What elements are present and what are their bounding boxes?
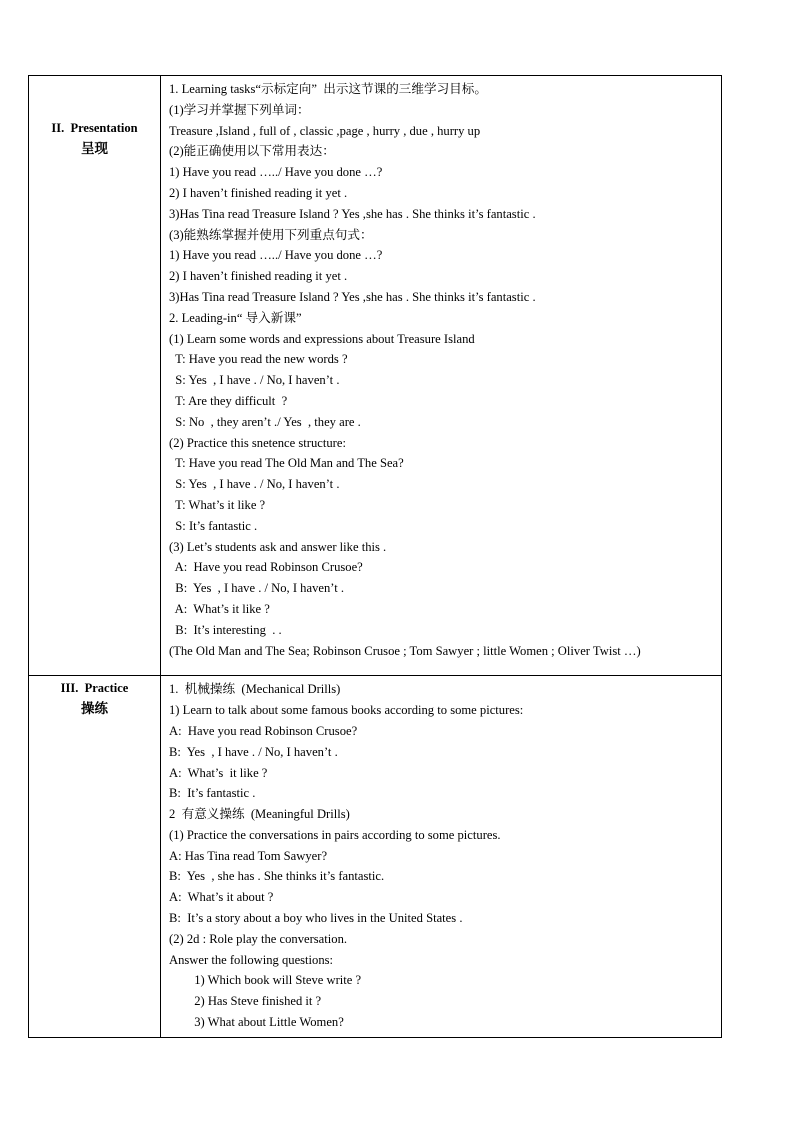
content-line: 1) Have you read …../ Have you done …? xyxy=(169,248,383,263)
content-line: T: Have you read the new words ? xyxy=(169,352,348,367)
content-line: 3) What about Little Women? xyxy=(169,1015,344,1030)
content-line: B: Yes , I have . / No, I haven’t . xyxy=(169,744,338,759)
content-line: Treasure ,Island , full of , classic ,page , hurry , due , hurry up xyxy=(169,123,481,138)
presentation-title: II. Presentation xyxy=(51,121,138,135)
content-line: 1) Have you read …../ Have you done …? xyxy=(169,165,383,180)
content-line: (2)能正确使用以下常用表达： xyxy=(169,144,335,159)
content-line: A: Have you read Robinson Crusoe? xyxy=(169,723,358,738)
content-line: 3)Has Tina read Treasure Island ? Yes ,she has . She thinks it’s fantastic . xyxy=(169,289,536,304)
practice-content-cell xyxy=(161,676,722,1038)
content-line: (1)学习并掌握下列单词： xyxy=(169,102,310,117)
content-line: (1) Learn some words and expressions about Treasure Island xyxy=(169,331,475,346)
presentation-label-cell xyxy=(29,76,161,676)
content-line: B: It’s fantastic . xyxy=(169,786,256,801)
content-line: (1) Practice the conversations in pairs according to some pictures. xyxy=(169,827,501,842)
content-line: 2) Has Steve finished it ? xyxy=(169,994,322,1009)
content-line: A: What’s it like ? xyxy=(169,765,268,780)
content-line: A: Has Tina read Tom Sawyer? xyxy=(169,848,328,863)
content-line: S: Yes , I have . / No, I haven’t . xyxy=(169,477,340,492)
content-line: (2) 2d : Role play the conversation. xyxy=(169,931,348,946)
presentation-title-cn: 呈现 xyxy=(81,141,108,157)
content-line: S: No , they aren’t ./ Yes , they are . xyxy=(169,414,361,429)
practice-label-cell xyxy=(29,676,161,1038)
practice-title: III. Practice xyxy=(60,681,129,696)
practice-row xyxy=(29,676,722,1038)
content-line: T: Have you read The Old Man and The Sea? xyxy=(169,456,404,471)
content-line: 1. 机械操练 (Mechanical Drills) xyxy=(169,682,341,697)
content-line: S: Yes , I have . / No, I haven’t . xyxy=(169,373,340,388)
content-line: (3)能熟练掌握并使用下列重点句式： xyxy=(169,227,373,242)
presentation-content-cell xyxy=(161,76,722,676)
presentation-row xyxy=(29,76,722,676)
content-line: (The Old Man and The Sea; Robinson Crusoe ; Tom Sawyer ; little Women ; Oliver Twist …) xyxy=(169,643,641,658)
content-line: 2 有意义操练 (Meaningful Drills) xyxy=(169,807,350,822)
content-line: A: What’s it about ? xyxy=(169,890,274,905)
content-line: S: It’s fantastic . xyxy=(169,518,258,533)
content-line: B: Yes , I have . / No, I haven’t . xyxy=(169,581,345,596)
content-line: 1. Learning tasks“示标定向” 出示这节课的三维学习目标。 xyxy=(169,82,487,96)
content-line: 1) Learn to talk about some famous books according to some pictures: xyxy=(169,703,524,718)
presentation-lines xyxy=(169,79,721,661)
content-line: 1) Which book will Steve write ? xyxy=(169,973,362,988)
content-line: Answer the following questions: xyxy=(169,952,334,967)
content-line: B: Yes , she has . She thinks it’s fantastic. xyxy=(169,869,385,884)
content-line: 2) I haven’t finished reading it yet . xyxy=(169,185,348,200)
practice-lines xyxy=(169,679,721,1033)
content-line: T: Are they difficult ? xyxy=(169,393,288,408)
content-line: B: It’s interesting . . xyxy=(169,622,282,637)
content-line: A: What’s it like ? xyxy=(169,601,270,616)
content-line: A: Have you read Robinson Crusoe? xyxy=(169,560,363,575)
content-line: 3)Has Tina read Treasure Island ? Yes ,she has . She thinks it’s fantastic . xyxy=(169,206,536,221)
content-line: (2) Practice this snetence structure: xyxy=(169,435,346,450)
content-line: T: What’s it like ? xyxy=(169,497,266,512)
content-line: 2) I haven’t finished reading it yet . xyxy=(169,269,348,284)
content-line: 2. Leading-in“ 导入新课” xyxy=(169,310,302,325)
lesson-plan-table xyxy=(28,75,722,1038)
content-line: (3) Let’s students ask and answer like this . xyxy=(169,539,387,554)
practice-title-cn: 操练 xyxy=(81,701,108,718)
content-line: B: It’s a story about a boy who lives in the United States . xyxy=(169,911,463,926)
